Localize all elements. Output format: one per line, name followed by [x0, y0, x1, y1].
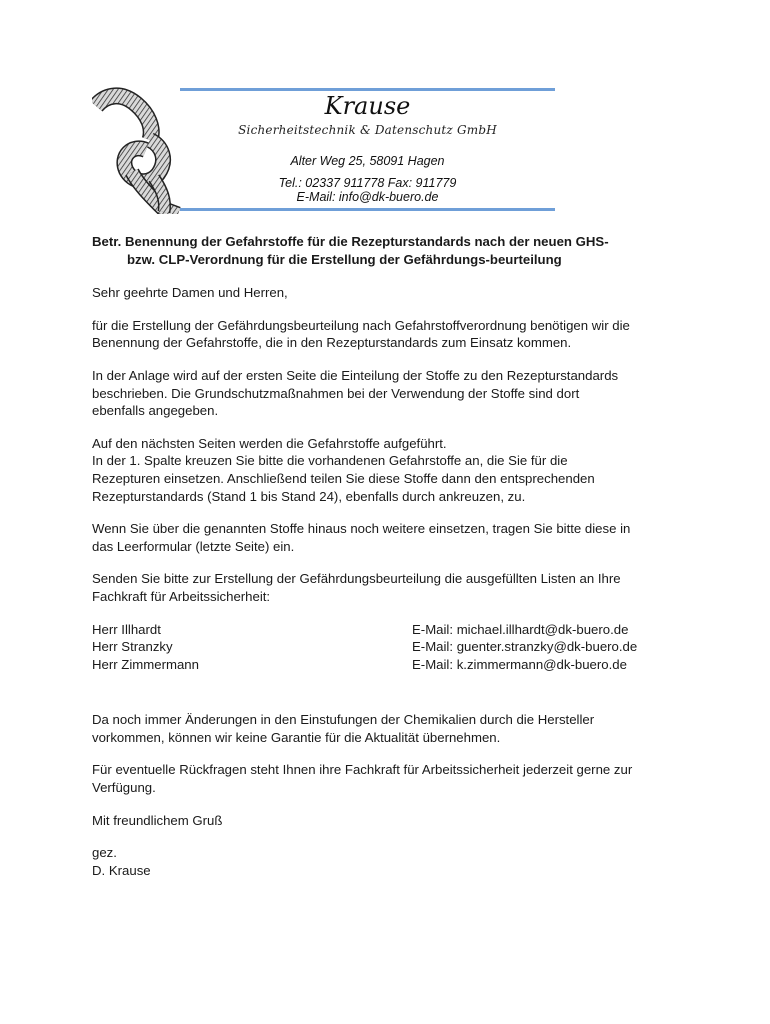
paragraph	[92, 367, 692, 420]
letter-body	[92, 233, 692, 879]
paragraph-line: Benennung der Gefahrstoffe, die in den Rezepturstandards zum Einsatz kommen.	[92, 335, 572, 351]
paragraph-line: Verfügung.	[92, 780, 156, 796]
signature-prefix: gez.	[92, 845, 117, 861]
header-rule-bottom	[180, 208, 555, 211]
paragraph	[92, 570, 692, 605]
paragraph-line: Wenn Sie über die genannten Stoffe hinaus noch weitere einsetzen, tragen Sie bitte diese in	[92, 521, 631, 537]
paragraph-line: Senden Sie bitte zur Erstellung der Gefährdungsbeurteilung die ausgefüllten Listen an Ihre	[92, 571, 621, 587]
paragraph-line: beschrieben. Die Grundschutzmaßnahmen bei der Verwendung der Stoffe sind dort	[92, 385, 580, 401]
header-rule-top	[180, 88, 555, 91]
company-email: E-Mail: info@dk-buero.de	[296, 190, 439, 204]
paragraph-line: In der 1. Spalte kreuzen Sie bitte die vorhandenen Gefahrstoffe an, die Sie für die	[92, 453, 568, 469]
paragraph-line: Auf den nächsten Seiten werden die Gefahrstoffe aufgeführt.	[92, 435, 447, 451]
paragraph-line: Rezepturen einsetzen. Anschließend teilen Sie diese Stoffe dann den entsprechenden	[92, 470, 595, 486]
contact-row	[92, 621, 692, 639]
company-tagline: Sicherheitstechnik & Datenschutz GmbH	[238, 123, 497, 137]
contact-name: Herr Zimmermann	[92, 656, 199, 672]
contact-email: E-Mail: k.zimmermann@dk-buero.de	[412, 656, 627, 672]
paragraph	[92, 435, 692, 505]
paragraph	[92, 520, 692, 555]
contact-list	[92, 621, 692, 674]
paragraph-line: Fachkraft für Arbeitssicherheit:	[92, 588, 271, 604]
paragraph-line: Da noch immer Änderungen in den Einstufungen der Chemikalien durch die Hersteller	[92, 712, 595, 728]
signature-block	[92, 844, 692, 879]
signature-name: D. Krause	[92, 862, 151, 878]
paragraph	[92, 317, 692, 352]
paragraph-line: ebenfalls angegeben.	[92, 403, 219, 419]
company-phone-fax: Tel.: 02337 911778 Fax: 911779	[278, 176, 457, 190]
company-address: Alter Weg 25, 58091 Hagen	[290, 154, 445, 168]
paragraph	[92, 761, 692, 796]
paragraph-line: das Leerformular (letzte Seite) ein.	[92, 538, 295, 554]
company-name: Krause	[324, 92, 411, 120]
contact-row	[92, 638, 692, 656]
rope-knot-icon	[92, 84, 184, 214]
subject-line-1: Betr. Benennung der Gefahrstoffe für die Rezepturstandards nach der neuen GHS-	[92, 234, 609, 249]
paragraph-line: Rezepturstandards (Stand 1 bis Stand 24), ebenfalls durch ankreuzen, zu.	[92, 488, 526, 504]
closing: Mit freundlichem Gruß	[92, 812, 223, 828]
paragraph-line: In der Anlage wird auf der ersten Seite die Einteilung der Stoffe zu den Rezepturstandards	[92, 367, 619, 383]
paragraph-line: Für eventuelle Rückfragen steht Ihnen ihre Fachkraft für Arbeitssicherheit jederzeit gerne zur	[92, 762, 633, 778]
salutation: Sehr geehrte Damen und Herren,	[92, 285, 288, 301]
paragraph-line: für die Erstellung der Gefährdungsbeurteilung nach Gefahrstoffverordnung benötigen wir die	[92, 317, 630, 333]
subject-line-2: bzw. CLP-Verordnung für die Erstellung der Gefährdungs-beurteilung	[127, 251, 562, 267]
paragraph	[92, 711, 692, 746]
contact-row	[92, 656, 692, 674]
contact-email: E-Mail: michael.illhardt@dk-buero.de	[412, 621, 629, 637]
contact-name: Herr Illhardt	[92, 621, 161, 637]
contact-name: Herr Stranzky	[92, 639, 173, 655]
subject-line	[92, 233, 692, 268]
paragraph-line: vorkommen, können wir keine Garantie für die Aktualität übernehmen.	[92, 729, 501, 745]
contact-email: E-Mail: guenter.stranzky@dk-buero.de	[412, 639, 638, 655]
